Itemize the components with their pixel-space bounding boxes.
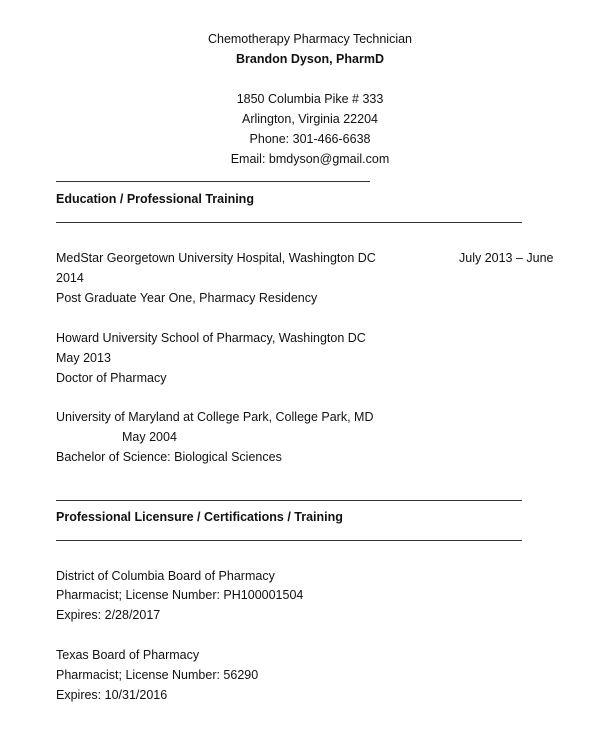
education-institution: Howard University School of Pharmacy, Washington DC	[56, 331, 366, 345]
divider	[56, 540, 522, 541]
divider	[56, 181, 370, 182]
job-title: Chemotherapy Pharmacy Technician	[207, 32, 413, 46]
education-heading: Education / Professional Training	[56, 192, 254, 206]
divider	[56, 222, 522, 223]
licensure-heading: Professional Licensure / Certifications / Training	[56, 510, 343, 524]
phone: Phone: 301-466-6638	[249, 132, 371, 146]
license-expiry: Expires: 10/31/2016	[56, 688, 168, 702]
education-date: May 2013	[56, 351, 111, 365]
education-degree: Doctor of Pharmacy	[56, 371, 167, 385]
education-date-end: 2014	[56, 271, 84, 285]
email: Email: bmdyson@gmail.com	[230, 152, 390, 166]
address-line2: Arlington, Virginia 22204	[242, 112, 378, 126]
candidate-name: Brandon Dyson, PharmD	[236, 52, 384, 66]
license-number: Pharmacist; License Number: PH100001504	[56, 588, 304, 602]
education-institution: MedStar Georgetown University Hospital, Washington DC	[56, 251, 376, 265]
education-date: May 2004	[122, 430, 177, 444]
license-board: District of Columbia Board of Pharmacy	[56, 569, 275, 583]
license-expiry: Expires: 2/28/2017	[56, 608, 161, 622]
license-board: Texas Board of Pharmacy	[56, 648, 200, 662]
address-line1: 1850 Columbia Pike # 333	[236, 92, 384, 106]
education-institution: University of Maryland at College Park, College Park, MD	[56, 410, 374, 424]
license-number: Pharmacist; License Number: 56290	[56, 668, 259, 682]
divider	[56, 500, 522, 501]
education-degree: Bachelor of Science: Biological Sciences	[56, 450, 282, 464]
education-program: Post Graduate Year One, Pharmacy Residency	[56, 291, 318, 305]
education-date: July 2013 – June	[459, 251, 554, 265]
